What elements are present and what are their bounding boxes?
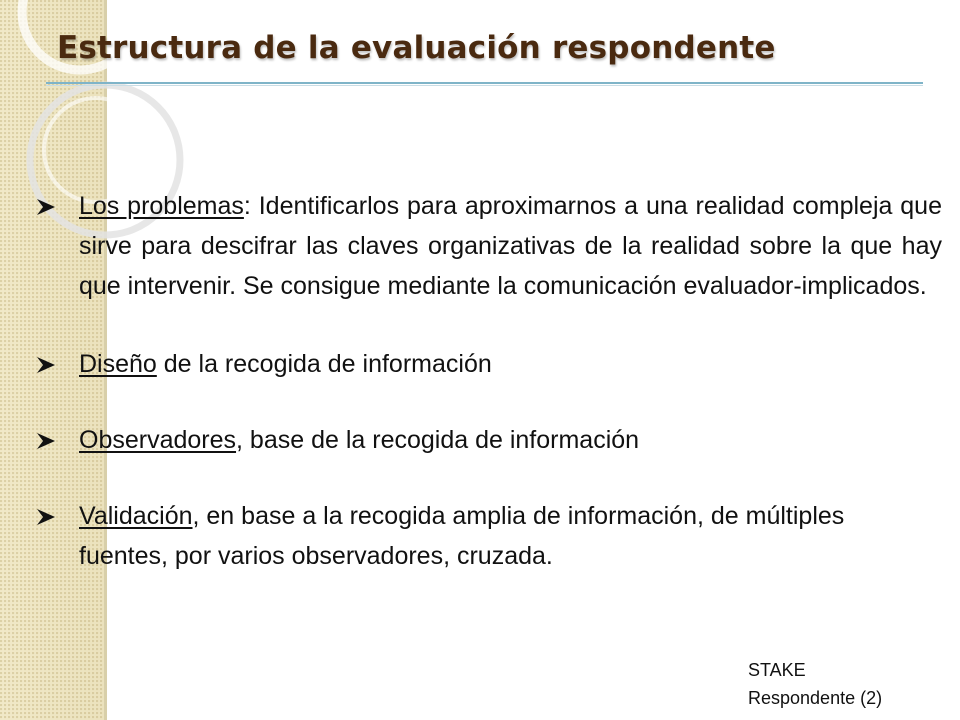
source-note: [748, 656, 882, 712]
bullet-key: Observadores: [79, 426, 237, 454]
title-divider: [46, 82, 923, 84]
bullet-list: [36, 186, 942, 576]
arrow-bullet-icon: [36, 420, 58, 460]
slide-title: Estructura de la evaluación respondente: [57, 30, 776, 66]
bullet-validacion: [36, 496, 942, 576]
bullet-key: Validación: [79, 502, 193, 530]
bullet-text: de la recogida de información: [156, 350, 492, 378]
arrow-bullet-icon: [36, 496, 58, 536]
arrow-bullet-icon: [36, 344, 58, 384]
arrow-bullet-icon: [36, 186, 58, 226]
bullet-diseno: [36, 344, 942, 384]
bullet-text: , base de la recogida de información: [236, 426, 640, 454]
bullet-key: Los problemas: [79, 192, 244, 220]
bullet-key: Diseño: [79, 350, 157, 378]
bullet-text: , en base a la recogida amplia de información, de múltiples fuentes, por varios observadores, cruzada.: [79, 502, 845, 570]
bullet-text: : Identificarlos para aproximarnos a una realidad compleja que sirve para descifrar las claves organizativas de la realidad sobre la que hay que intervenir. Se consigue mediante la comunicación evaluador-implicados.: [79, 192, 942, 300]
source-author: STAKE: [748, 660, 806, 680]
bullet-observadores: [36, 420, 942, 460]
source-title: Respondente (2): [748, 688, 883, 708]
title-divider-shadow: [46, 85, 923, 86]
bullet-problemas: [36, 186, 942, 306]
